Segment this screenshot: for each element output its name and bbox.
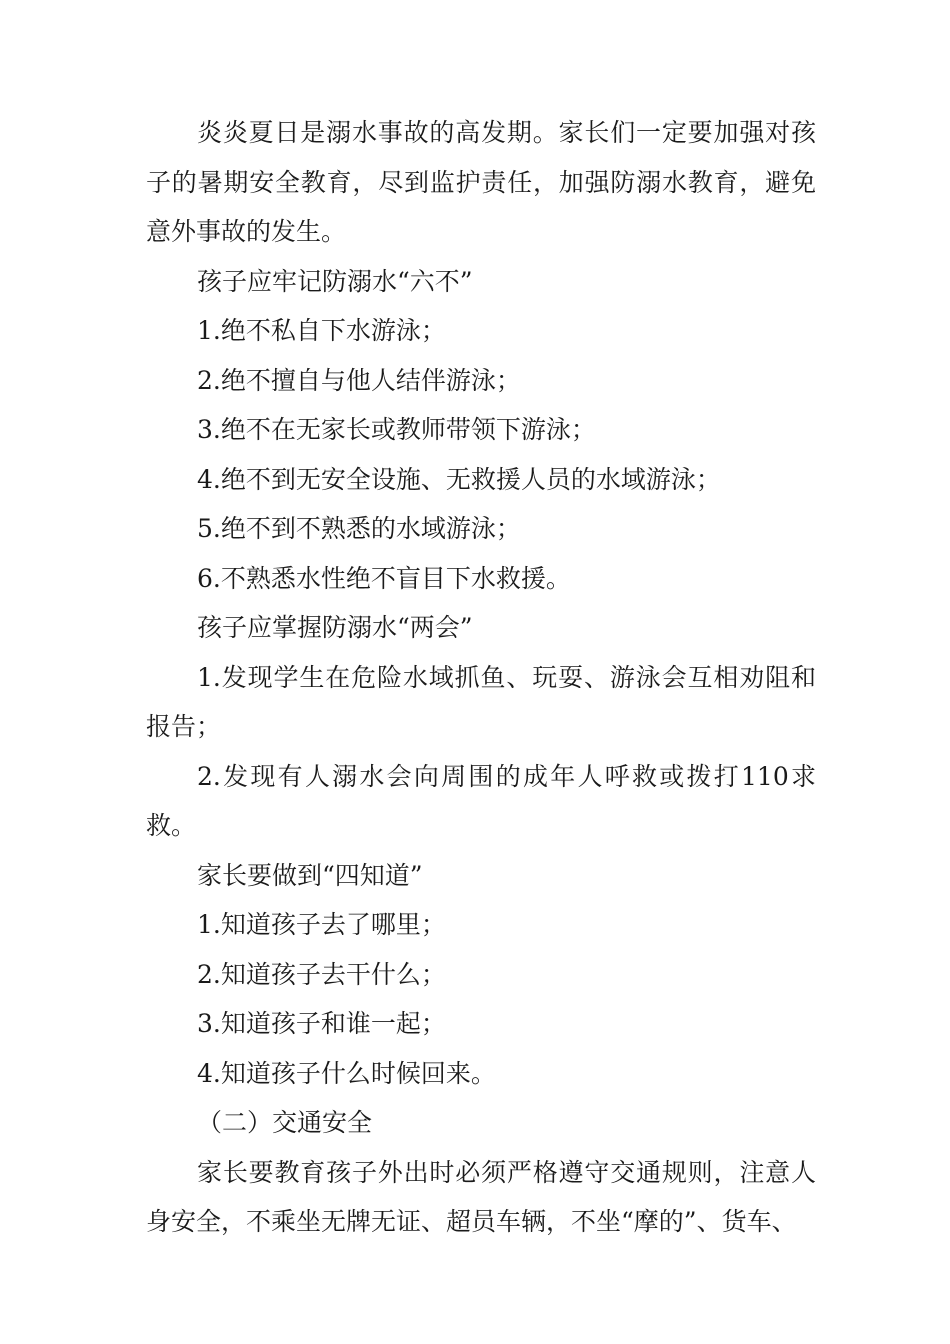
section-heading-traffic-safety: （二）交通安全 <box>197 1108 373 1137</box>
list-item: 4.知道孩子什么时候回来。 <box>197 1058 496 1088</box>
section-heading-two-skills: 孩子应掌握防溺水“两会” <box>197 613 473 642</box>
traffic-safety-paragraph: 家长要教育孩子外出时必须严格遵守交通规则，注意人身安全，不乘坐无牌无证、超员车辆，不坐“摩的”、货车、 <box>146 1157 816 1236</box>
list-item: 1.知道孩子去了哪里； <box>197 910 446 939</box>
intro-paragraph: 炎炎夏日是溺水事故的高发期。家长们一定要加强对孩子的暑期安全教育，尽到监护责任，加强防溺水教育，避免意外事故的发生。 <box>146 118 816 246</box>
list-item: 1.发现学生在危险水域抓鱼、玩耍、游泳会互相劝阻和报告； <box>146 662 816 741</box>
list-item: 3.绝不在无家长或教师带领下游泳； <box>197 415 596 444</box>
list-item: 6.不熟悉水性绝不盲目下水救援。 <box>197 563 571 593</box>
list-item: 4.绝不到无安全设施、无救援人员的水域游泳； <box>197 464 721 494</box>
list-item: 2.发现有人溺水会向周围的成年人呼救或拨打110求救。 <box>146 761 816 840</box>
list-item: 2.绝不擅自与他人结伴游泳； <box>197 365 521 395</box>
list-item: 1.绝不私自下水游泳； <box>197 316 446 345</box>
document-body <box>146 108 816 1247</box>
list-item: 3.知道孩子和谁一起； <box>197 1009 446 1038</box>
section-heading-six-nos: 孩子应牢记防溺水“六不” <box>197 266 473 296</box>
list-item: 5.绝不到不熟悉的水域游泳； <box>197 514 521 543</box>
section-heading-four-knows: 家长要做到“四知道” <box>197 860 423 890</box>
list-item: 2.知道孩子去干什么； <box>197 959 446 989</box>
